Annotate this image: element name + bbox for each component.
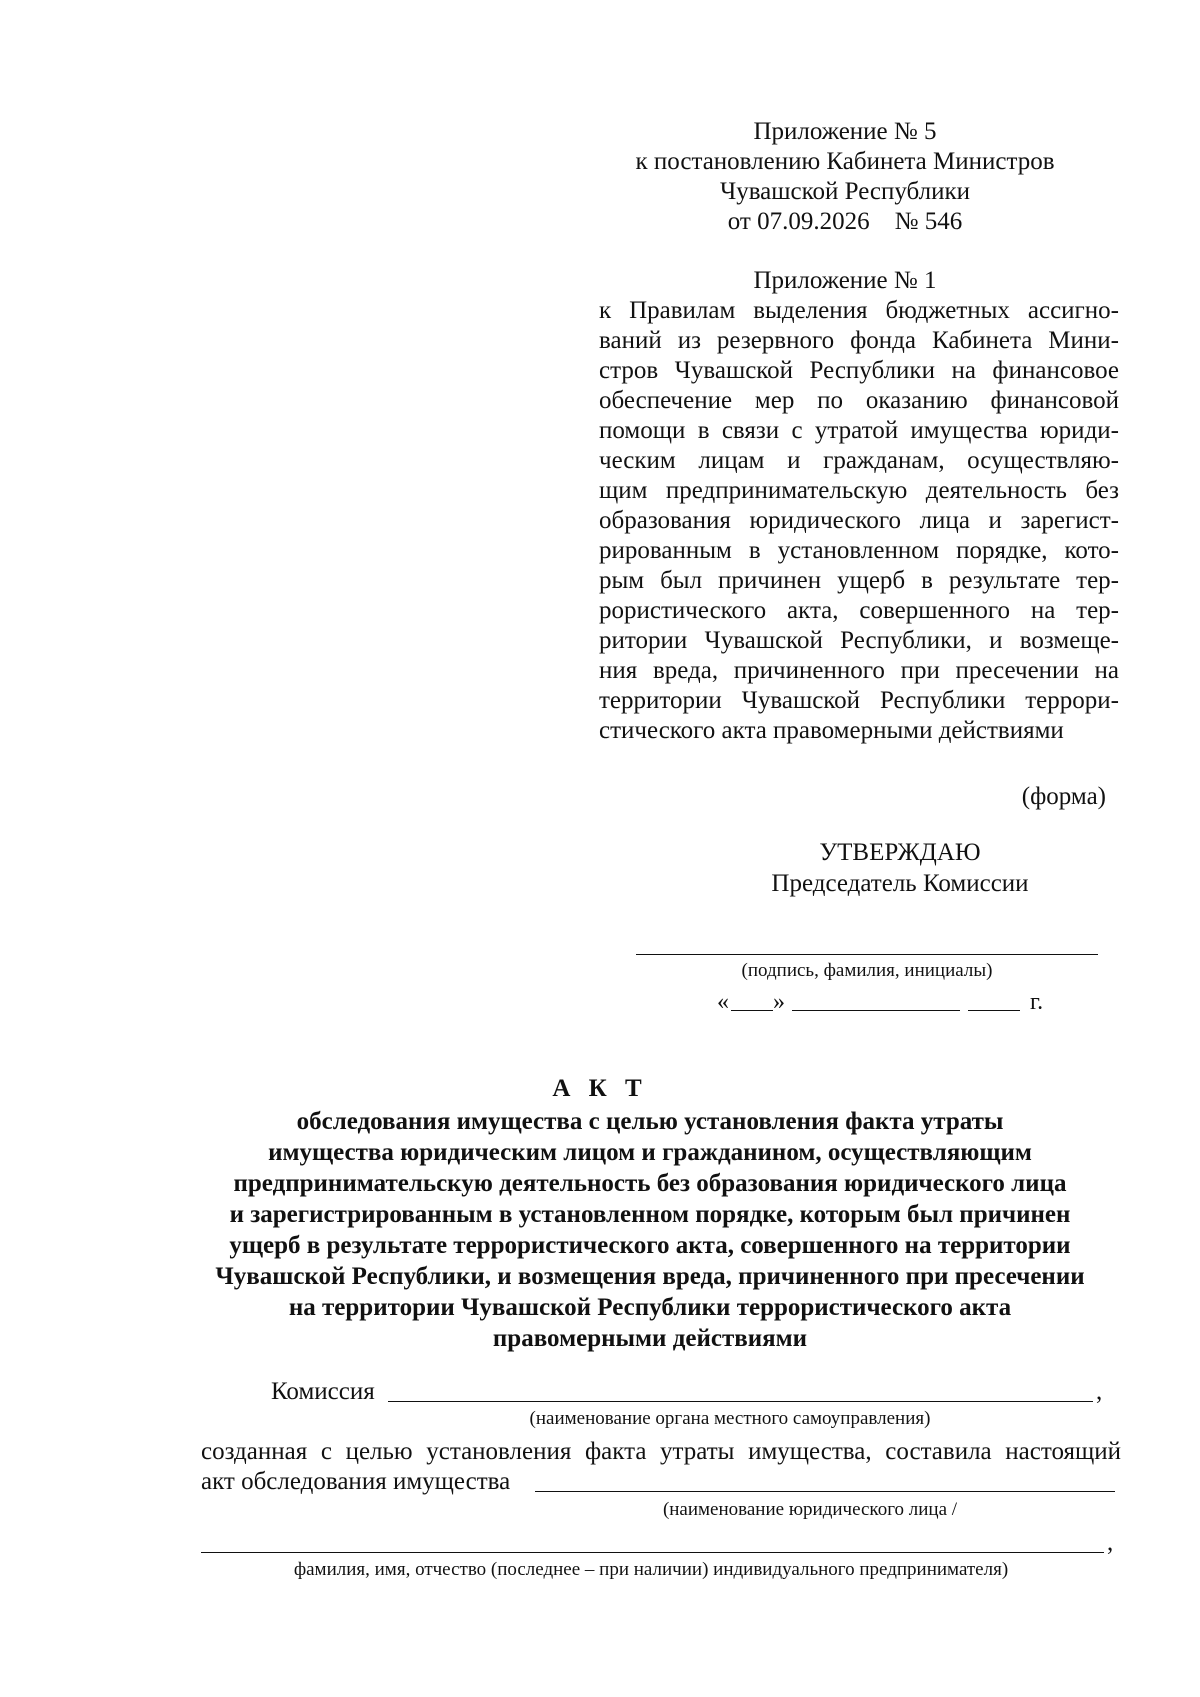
act-title: А К Т: [552, 1075, 648, 1102]
commission-comma: ,: [1096, 1378, 1103, 1405]
act-subtitle-line: Чувашской Республики, и возмещения вреда, причиненного при пресечении: [215, 1263, 1085, 1290]
commission-caption: (наименование органа местного самоуправления): [529, 1408, 931, 1429]
act-subtitle: [180, 1106, 1120, 1354]
act-subtitle-line: предпринимательскую деятельность без образования юридического лица: [233, 1170, 1067, 1197]
rules-line: обеспечение мер по оказанию финансовой: [599, 387, 1119, 414]
rules-line: помощи в связи с утратой имущества юриди-: [599, 417, 1119, 444]
act-line-label: акт обследования имущества: [201, 1468, 511, 1495]
person-comma: ,: [1107, 1529, 1114, 1556]
signature-caption: (подпись, фамилия, инициалы): [741, 960, 993, 981]
act-subtitle-line: имущества юридическим лицом и гражданином, осуществляющим: [268, 1139, 1032, 1166]
commission-line: [271, 1377, 1111, 1407]
act-subtitle-line: и зарегистрированным в установленном порядке, которым был причинен: [229, 1201, 1071, 1228]
month-blank: [792, 988, 960, 1011]
approval-block: [700, 838, 1100, 900]
appendix1-title: Приложение № 1: [753, 267, 937, 294]
appendix5-number: № 546: [894, 208, 963, 235]
day-blank: [731, 988, 773, 1011]
act-subtitle-line: правомерными действиями: [492, 1325, 808, 1352]
approval-position: Председатель Комиссии: [771, 870, 1029, 897]
entity-field[interactable]: [535, 1469, 1115, 1492]
appendix5-line2: к постановлению Кабинета Министров: [635, 148, 1055, 175]
appendix5-title: Приложение № 5: [753, 118, 937, 145]
commission-field[interactable]: [388, 1379, 1093, 1402]
rules-line: ческим лицам и гражданам, осуществляю-: [599, 447, 1119, 474]
appendix5-date-line: [600, 207, 1090, 237]
rules-line: ритории Чувашской Республики, и возмеще-: [599, 627, 1119, 654]
rules-line: щим предпринимательскую деятельность без: [599, 477, 1119, 504]
act-subtitle-line: ущерб в результате террористического акта, совершенного на территории: [229, 1232, 1071, 1259]
appendix5-date: от 07.09.2026: [727, 208, 870, 235]
entity-caption: (наименование юридического лица /: [662, 1499, 958, 1520]
appendix5-header: [600, 117, 1090, 237]
rules-line: ния вреда, причиненного при пресечении на: [599, 657, 1119, 684]
quote-close: »: [773, 989, 785, 1015]
rules-line: рированным в установленном порядке, кото-: [599, 537, 1119, 564]
rules-line: ваний из резервного фонда Кабинета Мини-: [599, 327, 1119, 354]
quote-open: «: [717, 989, 729, 1015]
rules-line: образования юридического лица и зарегист-: [599, 507, 1119, 534]
form-label: (форма): [1021, 783, 1106, 810]
act-subtitle-line: обследования имущества с целью установления факта утраты: [296, 1108, 1004, 1135]
appendix5-line3: Чувашской Республики: [719, 178, 971, 205]
purpose-line: созданная с целью установления факта утраты имущества, составила настоящий: [201, 1438, 1121, 1465]
rules-line: к Правилам выделения бюджетных ассигно-: [599, 297, 1119, 324]
person-caption: фамилия, имя, отчество (последнее – при наличии) индивидуального предпринимателя): [293, 1559, 1009, 1580]
signature-line: [636, 954, 1098, 955]
year-suffix: г.: [1030, 989, 1044, 1015]
rules-line: стического акта правомерными действиями: [599, 717, 1064, 744]
act-line: [201, 1467, 1121, 1497]
commission-label: Комиссия: [271, 1378, 375, 1405]
act-subtitle-line: на территории Чувашской Республики террористического акта: [288, 1294, 1012, 1321]
rules-line: территории Чувашской Республики террори-: [599, 687, 1119, 714]
rules-line: стров Чувашской Республики на финансовое: [599, 357, 1119, 384]
rules-line: рористического акта, совершенного на тер-: [599, 597, 1119, 624]
rules-line: рым был причинен ущерб в результате тер-: [599, 567, 1119, 594]
person-field[interactable]: [201, 1530, 1104, 1553]
approval-title: УТВЕРЖДАЮ: [819, 839, 981, 866]
year-blank: [968, 988, 1020, 1011]
appendix1-rules-text: [599, 296, 1119, 746]
